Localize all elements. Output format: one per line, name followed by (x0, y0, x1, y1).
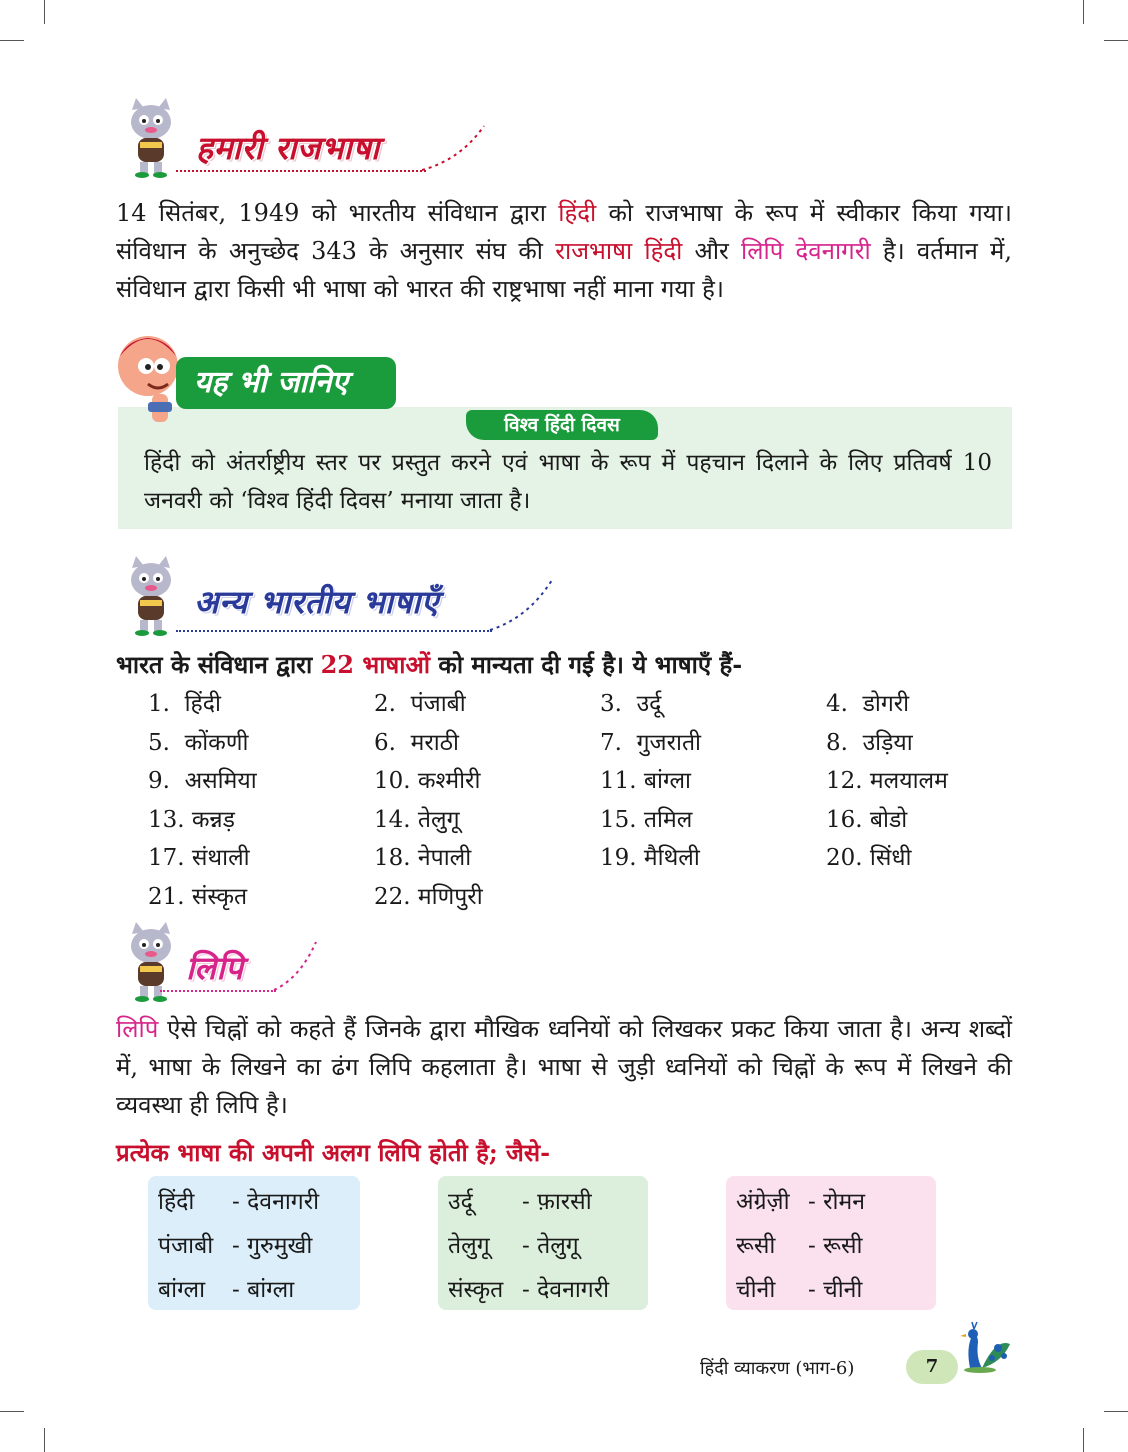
language-item: 17. संथाली (148, 845, 250, 871)
language-item: 3. उर्दू (600, 691, 662, 717)
script-example-language: चीनी (736, 1277, 776, 1303)
language-item: 9. असमिया (148, 768, 257, 794)
crop-mark (44, 0, 45, 24)
script-example-script: - फ़ारसी (522, 1189, 592, 1215)
crop-mark (1083, 0, 1084, 24)
section-heading-lipi: लिपि (186, 949, 244, 987)
heading-swoosh (272, 940, 318, 992)
script-example-box (438, 1176, 648, 1310)
language-item: 4. डोगरी (826, 691, 910, 717)
language-item: 5. कोंकणी (148, 729, 249, 756)
heading-underline (176, 170, 426, 172)
script-example-language: उर्दू (448, 1189, 473, 1215)
know-paragraph: हिंदी को अंतर्राष्ट्रीय स्तर पर प्रस्तुत करने एवं भाषा के रूप में पहचान दिलाने के लिए प्रतिवर्ष 10 जनवरी को ‘विश्व हिंदी दिवस’ मनाया जाता है। (144, 450, 992, 514)
language-item: 14. तेलुगू (374, 806, 460, 833)
heading-underline (176, 630, 492, 632)
language-item: 1. हिंदी (148, 691, 221, 717)
heading-swoosh (420, 124, 486, 172)
cat-mascot-icon (116, 556, 186, 636)
languages-intro: भारत के संविधान द्वारा 22 भाषाओं को मान्यता दी गई है। ये भाषाएँ हैं- (116, 650, 743, 679)
language-item: 8. उड़िया (826, 729, 913, 756)
section-heading-rajbhasha: हमारी राजभाषा (196, 129, 380, 167)
script-example-script: - रूसी (808, 1233, 863, 1259)
peacock-icon (952, 1318, 1012, 1374)
crop-mark (0, 1411, 24, 1412)
crop-mark (44, 1428, 45, 1452)
footer-book-title: हिंदी व्याकरण (भाग-6) (700, 1358, 855, 1379)
language-item: 18. नेपाली (374, 845, 472, 871)
script-example-language: रूसी (736, 1233, 776, 1259)
script-example-script: - देवनागरी (522, 1277, 610, 1303)
script-example-script: - रोमन (808, 1189, 865, 1215)
cat-mascot-icon (116, 98, 186, 178)
language-item: 22. मणिपुरी (374, 883, 483, 910)
heading-underline (160, 990, 276, 992)
script-example-script: - तेलुगू (522, 1233, 579, 1259)
rajbhasha-paragraph: 14 सितंबर, 1949 को भारतीय संविधान द्वारा हिंदी को राजभाषा के रूप में स्वीकार किया गया। संविधान के अनुच्छेद 343 के अनुसार संघ की राजभाषा हिंदी और लिपि देवनागरी है। वर्तमान में, संविधान द्वारा किसी भी भाषा को भारत की राष्ट्रभाषा नहीं माना गया है। (116, 199, 1012, 303)
crop-mark (1104, 1411, 1128, 1412)
script-example-language: बांग्ला (158, 1277, 206, 1303)
language-item: 11. बांग्ला (600, 768, 691, 794)
lipi-example-heading: प्रत्येक भाषा की अपनी अलग लिपि होती है; जैसे- (116, 1138, 551, 1167)
script-example-script: - देवनागरी (232, 1189, 320, 1215)
script-example-box (148, 1176, 360, 1310)
crop-mark (1083, 1428, 1084, 1452)
crop-mark (1104, 40, 1128, 41)
script-example-script: - गुरुमुखी (232, 1233, 313, 1259)
script-example-language: अंग्रेज़ी (736, 1189, 790, 1215)
language-item: 19. मैथिली (600, 845, 700, 871)
script-example-script: - बांग्ला (232, 1277, 295, 1303)
script-example-script: - चीनी (808, 1277, 863, 1303)
heading-swoosh (488, 578, 554, 632)
lipi-paragraph: लिपि ऐसे चिह्नों को कहते हैं जिनके द्वारा मौखिक ध्वनियों को लिखकर प्रकट किया जाता है। अन्य शब्दों में, भाषा के लिखने का ढंग लिपि कहलाता है। भाषा से जुड़ी ध्वनियों को चिह्नों के रूप में लिखने की व्यवस्था ही लिपि है। (116, 1015, 1012, 1119)
know-subheading: विश्व हिंदी दिवस (466, 410, 658, 440)
language-item: 6. मराठी (374, 729, 460, 756)
language-item: 21. संस्कृत (148, 883, 248, 910)
language-item: 20. सिंधी (826, 845, 912, 871)
language-item: 2. पंजाबी (374, 691, 466, 717)
language-item: 13. कन्नड़ (148, 806, 235, 833)
page-number: 7 (906, 1350, 958, 1384)
script-example-language: पंजाबी (158, 1233, 214, 1259)
script-example-language: तेलुगू (448, 1233, 490, 1259)
language-item: 10. कश्मीरी (374, 768, 481, 794)
script-example-language: संस्कृत (448, 1277, 504, 1303)
script-example-box (726, 1176, 936, 1310)
language-item: 16. बोडो (826, 806, 908, 833)
section-heading-languages: अन्य भारतीय भाषाएँ (194, 583, 439, 621)
know-heading-pill: यह भी जानिए (176, 357, 396, 409)
language-item: 7. गुजराती (600, 729, 702, 756)
language-item: 12. मलयालम (826, 768, 948, 794)
language-item: 15. तमिल (600, 806, 693, 833)
script-example-language: हिंदी (158, 1189, 195, 1215)
crop-mark (0, 40, 24, 41)
